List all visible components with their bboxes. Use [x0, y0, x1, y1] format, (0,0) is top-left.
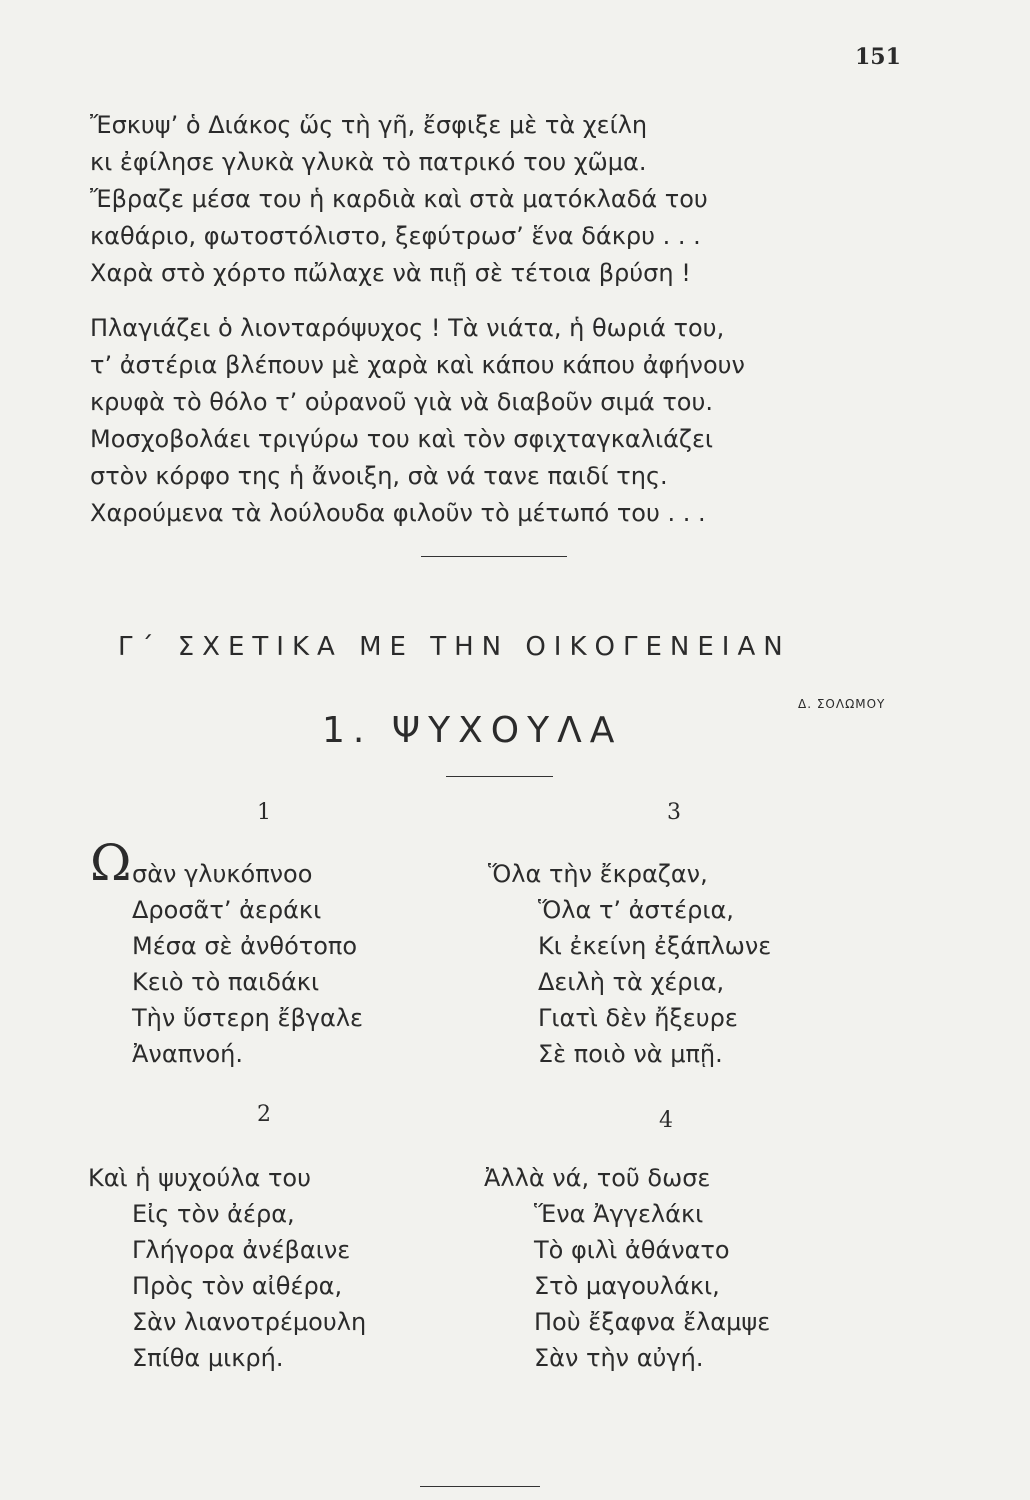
verse-1 — [132, 856, 363, 1072]
divider — [446, 776, 553, 777]
verse-line: Κι ἐκείνη ἐξάπλωνε — [538, 932, 772, 960]
text-line: στὸν κόρφο της ἡ ἄνοιξη, σὰ νά τανε παιδί της. — [90, 462, 668, 490]
verse-line: Ἀλλὰ νά, τοῦ δωσε — [484, 1164, 711, 1192]
verse-line: Στὸ μαγουλάκι, — [534, 1272, 720, 1300]
text-line: κι ἐφίλησε γλυκὰ γλυκὰ τὸ πατρικό του χῶμα. — [90, 148, 647, 176]
verse-line: Σπίθα μικρή. — [132, 1344, 284, 1372]
text-line: Μοσχοβολάει τριγύρω του καὶ τὸν σφιχταγκαλιάζει — [90, 425, 714, 453]
verse-line: Ἕνα Ἀγγελάκι — [534, 1200, 704, 1228]
stanza-number: 3 — [667, 800, 681, 825]
stanza-number: 4 — [659, 1108, 673, 1133]
verse-line: Δροσᾶτ’ ἀεράκι — [132, 896, 322, 924]
poem-title: 1. ΨΥΧΟΥΛΑ — [322, 710, 623, 751]
verse-line: Ἀναπνοή. — [132, 1040, 244, 1068]
verse-4 — [484, 1160, 770, 1376]
text-line: Ἔσκυψ’ ὁ Διάκος ὥς τὴ γῆ, ἔσφιξε μὲ τὰ χείλη — [90, 111, 648, 139]
drop-cap: Ω — [90, 834, 132, 892]
verse-line: Κειὸ τὸ παιδάκι — [132, 968, 320, 996]
text-line: Χαρούμενα τὰ λούλουδα φιλοῦν τὸ μέτωπό του . . . — [90, 499, 706, 527]
verse-line: Ὅλα τὴν ἔκραζαν, — [488, 860, 708, 888]
verse-line: Μέσα σὲ ἀνθότοπο — [132, 932, 358, 960]
divider — [421, 556, 567, 557]
stanza-number: 1 — [257, 800, 271, 825]
verse-line: Δειλὴ τὰ χέρια, — [538, 968, 725, 996]
verse-line: Τὸ φιλὶ ἀθάνατο — [534, 1236, 730, 1264]
page-number: 151 — [855, 44, 901, 70]
stanza-number: 2 — [257, 1102, 271, 1127]
text-line: Ἔβραζε μέσα του ἡ καρδιὰ καὶ στὰ ματόκλαδά του — [90, 185, 708, 213]
prose-stanza-2 — [90, 310, 910, 532]
divider — [420, 1486, 540, 1487]
text-line: Πλαγιάζει ὁ λιονταρόψυχος ! Τὰ νιάτα, ἡ θωριά του, — [90, 314, 725, 342]
verse-line: Σὰν τὴν αὐγή. — [534, 1344, 704, 1372]
text-line: τ’ ἀστέρια βλέπουν μὲ χαρὰ καὶ κάπου κάπου ἀφήνουν — [90, 351, 745, 379]
verse-line: Πρὸς τὸν αἰθέρα, — [132, 1272, 343, 1300]
text-line: καθάριο, φωτοστόλιστο, ξεφύτρωσ’ ἕνα δάκρυ . . . — [90, 222, 701, 250]
verse-3 — [488, 856, 771, 1072]
text-line: κρυφὰ τὸ θόλο τ’ οὐρανοῦ γιὰ νὰ διαβοῦν σιμά του. — [90, 388, 714, 416]
verse-line: Γλήγορα ἀνέβαινε — [132, 1236, 351, 1264]
verse-2 — [88, 1160, 366, 1376]
prose-stanza-1 — [90, 107, 910, 292]
verse-line: Καὶ ἡ ψυχούλα του — [88, 1164, 311, 1192]
verse-line: Σὲ ποιὸ νὰ μπῇ. — [538, 1040, 723, 1068]
text-line: Χαρὰ στὸ χόρτο πὤλαχε νὰ πιῇ σὲ τέτοια βρύση ! — [90, 259, 691, 287]
section-heading: Γ΄ ΣΧΕΤΙΚΑ ΜΕ ΤΗΝ ΟΙΚΟΓΕΝΕΙΑΝ — [118, 632, 791, 662]
author: Δ. ΣΟΛΩΜΟΥ — [798, 697, 886, 711]
verse-line: Τὴν ὕστερη ἔβγαλε — [132, 1004, 363, 1032]
verse-line: Ὅλα τ’ ἀστέρια, — [538, 896, 734, 924]
verse-line: Σὰν λιανοτρέμουλη — [132, 1308, 367, 1336]
verse-line: Γιατὶ δὲν ἤξευρε — [538, 1004, 738, 1032]
verse-line: σὰν γλυκόπνοο — [132, 860, 313, 888]
verse-line: Εἰς τὸν ἀέρα, — [132, 1200, 295, 1228]
verse-line: Ποὺ ἔξαφνα ἔλαμψε — [534, 1308, 771, 1336]
